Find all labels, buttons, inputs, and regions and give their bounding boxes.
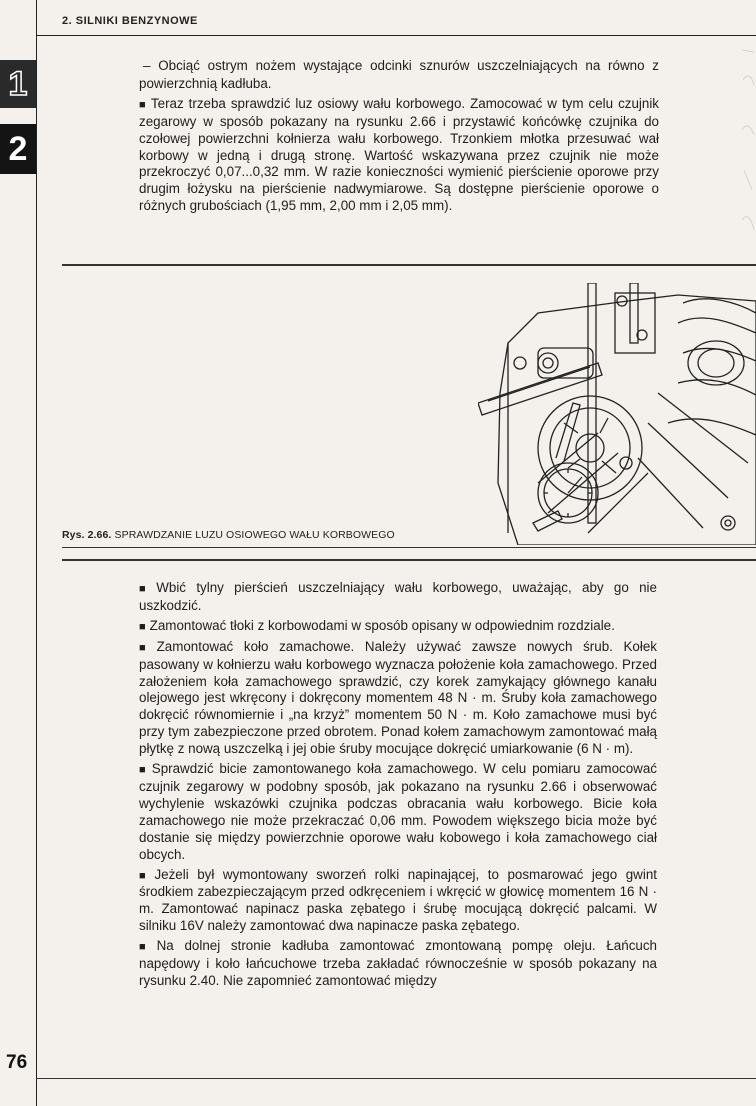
- paragraph: [139, 580, 657, 615]
- caption-number: Rys. 2.66.: [62, 529, 112, 541]
- bullet-marker: ■: [139, 869, 151, 882]
- page-number: 76: [6, 1052, 28, 1073]
- paragraph: [139, 58, 659, 93]
- bottom-text-block: [139, 580, 657, 993]
- paragraph: [139, 867, 657, 936]
- paragraph: [139, 639, 657, 758]
- top-text-block: [139, 58, 659, 218]
- paragraph-text: Na dolnej stronie kadłuba zamontować zmontowaną pompę oleju. Łańcuch napędowy i koło łańcuchowe trzeba zakładać równocześnie w sposób pokazany na rysunku 2.40. Nie zapomnieć zamontować między: [139, 938, 657, 988]
- paragraph-text: Teraz trzeba sprawdzić luz osiowy wału korbowego. Zamocować w tym celu czujnik zegarowy w sposób pokazany na rysunku 2.66 i przystawić końcówkę czujnika do czołowej powierzchni kołnierza wału korbowego. Trzonkiem młotka przesuwać wał korbowy w jedną i drugą stronę. Wartość wskazywana przez czujnik nie może przekroczyć 0,07...0,32 mm. W razie konieczności wymienić pierścienie oporowe przy drugim łożysku na pierścienie nadwymiarowe. Są dostępne pierścienie oporowe o różnych grubościach (1,95 mm, 2,00 mm i 2,05 mm).: [139, 95, 659, 214]
- paragraph-text: Zamontować tłoki z korbowodami w sposób opisany w odpowiednim rozdziale.: [149, 617, 615, 633]
- paragraph: [139, 938, 657, 990]
- paragraph-text: Wbić tylny pierścień uszczelniający wału korbowego, uważając, aby go nie uszkodzić.: [139, 580, 657, 613]
- bullet-marker: ■: [139, 98, 147, 111]
- paragraph: [139, 618, 657, 636]
- section-separator: [62, 547, 756, 548]
- paragraph-text: Sprawdzić bicie zamontowanego koła zamachowego. W celu pomiaru zamocować czujnik zegarowy w podobny sposób, jak pokazano na rysunku 2.66 i obserwować wychylenie wskazówki czujnika podczas obracania wału korbowego. Bicie koła zamachowego nie może przekraczać 0,06 mm. Powodem większego bicia może być dostanie się między powierzchnie oporowe wału kobowego i koła zamachowego ciał obcych.: [139, 761, 657, 862]
- left-margin-rule: [36, 0, 37, 1106]
- paragraph-text: Zamontować koło zamachowe. Należy używać zawsze nowych śrub. Kołek pasowany w kołnierzu wału korbowego wyznacza położenie koła zamachowego. Przed założeniem koła zamachowego sprawdzić, czy korek zamykający głównego kanału olejowego jest wkręcony i dokręcony momentem 48 N · m. Śruby koła zamachowego dokręcić równomiernie i „na krzyż” momentem 50 N · m. Koło zamachowe musi być przy tym zabezpieczone przed obrotem. Ponad kołem zamachowym zamontować małą płytkę z nową uszczelką i jej obie śruby mocujące dokręcić umiarkowanie (6 N · m).: [139, 638, 657, 757]
- chapter-tab-2-active: 2: [0, 124, 36, 174]
- paragraph-text: Jeżeli był wymontowany sworzeń rolki napinającej, to posmarować jego gwint środkiem zabezpieczającym przed odkręceniem i wkręcić w głowicę momentem 16 N · m. Zamontować napinacz paska zębatego i śrubę mocującą dokręcić palcami. W silniku 16V należy zamontować dwa napinacze paska zębatego.: [139, 866, 657, 934]
- chapter-tab-1: 1: [0, 60, 36, 108]
- figure-caption: [62, 529, 395, 541]
- footer-rule: [36, 1078, 756, 1079]
- caption-text: SPRAWDZANIE LUZU OSIOWEGO WAŁU KORBOWEGO: [114, 529, 395, 541]
- crankshaft-dial-gauge-illustration: [478, 283, 756, 545]
- paragraph: [139, 96, 659, 215]
- bullet-marker: ■: [139, 583, 153, 595]
- header-rule: [36, 35, 756, 36]
- section-separator: [62, 264, 756, 266]
- paragraph: [139, 761, 657, 863]
- bullet-marker: ■: [139, 764, 148, 777]
- bullet-marker: ■: [139, 941, 153, 954]
- paragraph-text: – Obciąć ostrym nożem wystające odcinki sznurów uszczelniających na równo z powierzchnią kadłuba.: [139, 58, 659, 91]
- bleed-through-marks: [740, 40, 756, 260]
- chapter-title: 2. SILNIKI BENZYNOWE: [62, 15, 198, 27]
- section-separator: [62, 559, 756, 561]
- bullet-marker: ■: [139, 641, 153, 654]
- bullet-marker: ■: [139, 620, 146, 633]
